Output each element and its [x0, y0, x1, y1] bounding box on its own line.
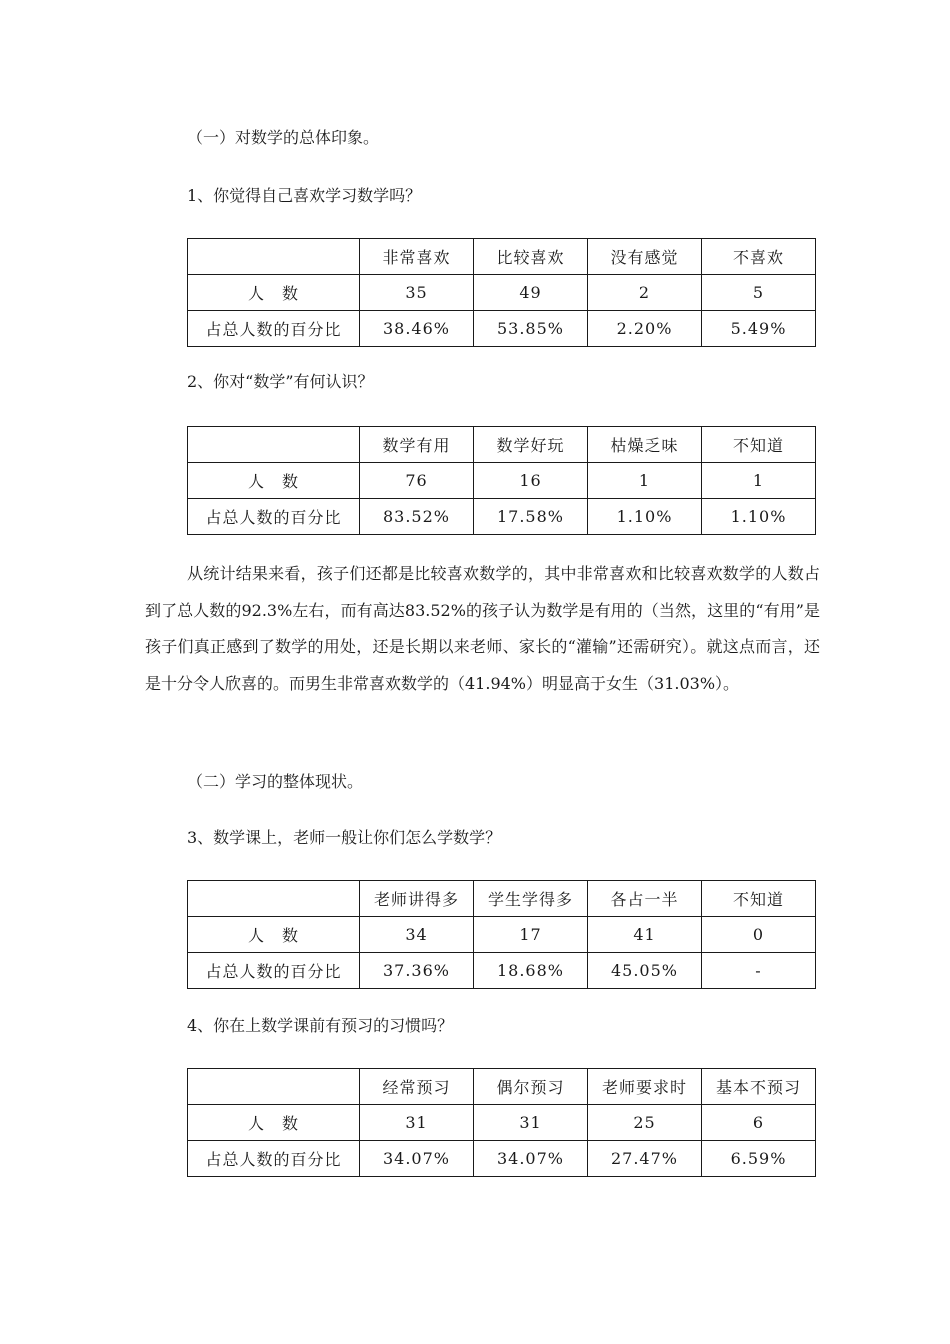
table-header-cell: 没有感觉 — [588, 239, 702, 275]
q4-table — [187, 1068, 816, 1177]
q3-question: 3、数学课上，老师一般让你们怎么学数学？ — [187, 828, 502, 847]
table-cell: 35 — [360, 275, 474, 311]
table-corner-cell — [188, 881, 360, 917]
q2-question: 2、你对“数学”有何认识？ — [187, 372, 374, 391]
table-cell: 1 — [702, 463, 816, 499]
row-label-count: 人 数 — [188, 275, 360, 311]
table-cell: 83.52% — [360, 499, 474, 535]
table-header-row — [188, 427, 816, 463]
table-cell: 27.47% — [588, 1141, 702, 1177]
summary-paragraph — [145, 556, 820, 702]
table-cell: 1.10% — [702, 499, 816, 535]
table-cell: 38.46% — [360, 311, 474, 347]
table-cell: 34.07% — [474, 1141, 588, 1177]
table-cell: 2.20% — [588, 311, 702, 347]
table-cell: 31 — [474, 1105, 588, 1141]
row-label-count: 人 数 — [188, 917, 360, 953]
table-header-cell: 非常喜欢 — [360, 239, 474, 275]
table-cell: 1 — [588, 463, 702, 499]
table-cell: 49 — [474, 275, 588, 311]
table-header-row — [188, 881, 816, 917]
q3-table — [187, 880, 816, 989]
table-row — [188, 311, 816, 347]
table-row — [188, 463, 816, 499]
q2-table — [187, 426, 816, 535]
table-header-row — [188, 1069, 816, 1105]
table-row — [188, 275, 816, 311]
table-header-cell: 基本不预习 — [702, 1069, 816, 1105]
table-header-cell: 经常预习 — [360, 1069, 474, 1105]
row-label-percent: 占总人数的百分比 — [188, 953, 360, 989]
table-cell: 31 — [360, 1105, 474, 1141]
table-cell: 17.58% — [474, 499, 588, 535]
table-header-cell: 数学有用 — [360, 427, 474, 463]
table-cell: 17 — [474, 917, 588, 953]
table-header-cell: 数学好玩 — [474, 427, 588, 463]
row-label-count: 人 数 — [188, 1105, 360, 1141]
table-corner-cell — [188, 239, 360, 275]
table-cell: 53.85% — [474, 311, 588, 347]
table-header-cell: 老师讲得多 — [360, 881, 474, 917]
row-label-count: 人 数 — [188, 463, 360, 499]
table-corner-cell — [188, 427, 360, 463]
table-header-cell: 不喜欢 — [702, 239, 816, 275]
row-label-percent: 占总人数的百分比 — [188, 499, 360, 535]
table-row — [188, 953, 816, 989]
table-cell: 76 — [360, 463, 474, 499]
table-cell: 45.05% — [588, 953, 702, 989]
table-header-cell: 各占一半 — [588, 881, 702, 917]
table-cell: 16 — [474, 463, 588, 499]
table-header-cell: 比较喜欢 — [474, 239, 588, 275]
table-header-cell: 偶尔预习 — [474, 1069, 588, 1105]
table-corner-cell — [188, 1069, 360, 1105]
table-cell: 18.68% — [474, 953, 588, 989]
table-cell: 6 — [702, 1105, 816, 1141]
table-header-cell: 学生学得多 — [474, 881, 588, 917]
table-cell: 1.10% — [588, 499, 702, 535]
q1-table — [187, 238, 816, 347]
table-cell: 6.59% — [702, 1141, 816, 1177]
row-label-percent: 占总人数的百分比 — [188, 1141, 360, 1177]
table-row — [188, 499, 816, 535]
table-cell: 34 — [360, 917, 474, 953]
table-cell: 34.07% — [360, 1141, 474, 1177]
table-cell: 25 — [588, 1105, 702, 1141]
table-header-row — [188, 239, 816, 275]
table-row — [188, 1141, 816, 1177]
table-header-cell: 不知道 — [702, 427, 816, 463]
table-header-cell: 老师要求时 — [588, 1069, 702, 1105]
table-cell: 5.49% — [702, 311, 816, 347]
table-cell: 37.36% — [360, 953, 474, 989]
section1-heading: （一）对数学的总体印象。 — [187, 128, 380, 147]
table-cell: - — [702, 953, 816, 989]
table-cell: 41 — [588, 917, 702, 953]
table-cell: 5 — [702, 275, 816, 311]
table-header-cell: 不知道 — [702, 881, 816, 917]
table-cell: 0 — [702, 917, 816, 953]
q4-question: 4、你在上数学课前有预习的习惯吗？ — [187, 1016, 454, 1035]
row-label-percent: 占总人数的百分比 — [188, 311, 360, 347]
table-cell: 2 — [588, 275, 702, 311]
table-header-cell: 枯燥乏味 — [588, 427, 702, 463]
table-row — [188, 1105, 816, 1141]
table-row — [188, 917, 816, 953]
q1-question: 1、你觉得自己喜欢学习数学吗？ — [187, 186, 422, 205]
summary-text: 从统计结果来看，孩子们还都是比较喜欢数学的，其中非常喜欢和比较喜欢数学的人数占到了总人数的92.3%左右，而有高达83.52%的孩子认为数学是有用的（当然，这里的“有用”是孩子们真正感到了数学的用处，还是长期以来老师、家长的“灌输”还需研究）。就这点而言，还是十分令人欣喜的。而男生非常喜欢数学的（41.94%）明显高于女生（31.03%）。 — [145, 564, 820, 693]
section2-heading: （二）学习的整体现状。 — [187, 772, 364, 791]
